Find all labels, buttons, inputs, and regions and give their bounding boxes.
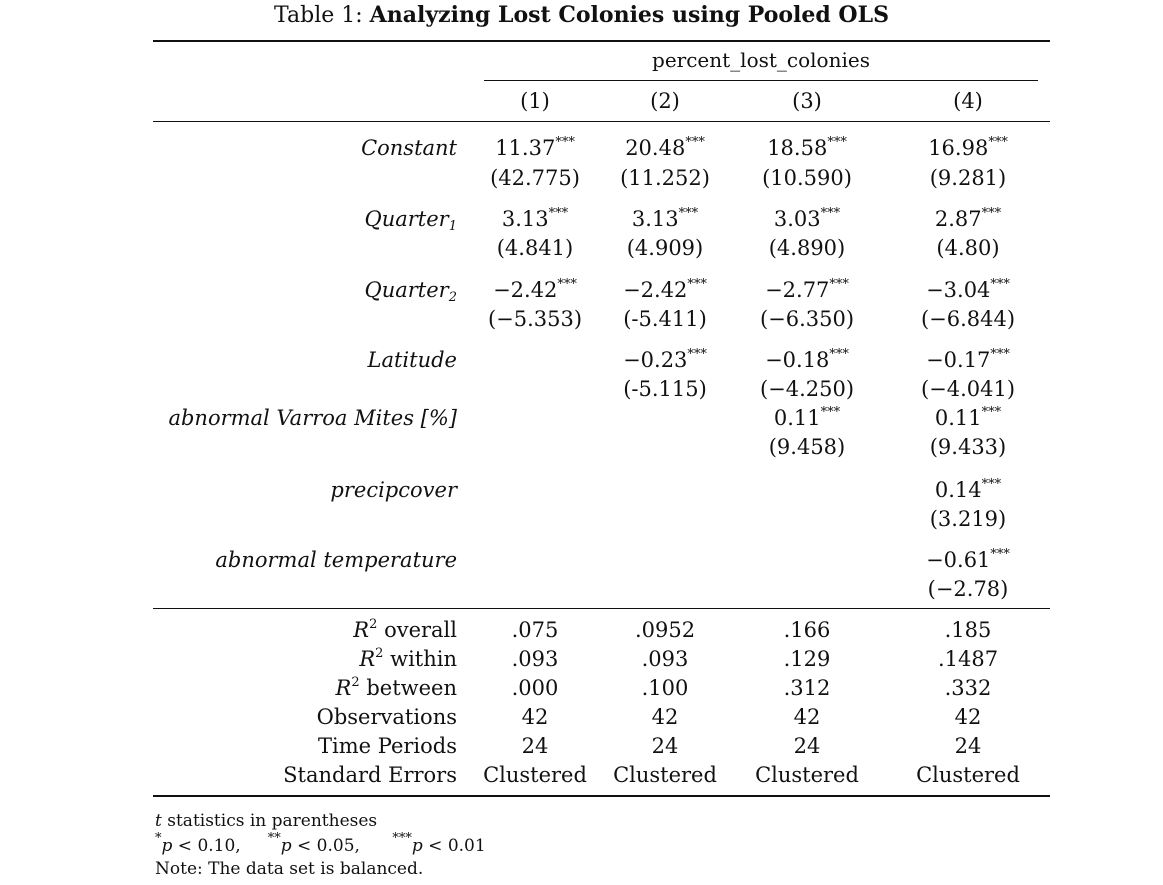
row-label-precipcover: precipcover <box>330 478 457 502</box>
header-rule <box>153 121 1050 122</box>
stat-standard-errors-2: Clustered <box>613 763 717 787</box>
stat-label-time-periods: Time Periods <box>318 734 457 758</box>
stat-r2-within-3: .129 <box>783 647 831 671</box>
stat-r2-overall-1: .075 <box>511 618 559 642</box>
stat-r2-within-1: .093 <box>511 647 559 671</box>
tstat-abnormal-temperature-4: (−2.78) <box>927 577 1009 601</box>
note-balanced: Note: The data set is balanced. <box>155 859 424 879</box>
coef-constant-2: 20.48*** <box>625 135 705 160</box>
stat-observations-3: 42 <box>793 705 821 729</box>
coef-quarter1-1: 3.13*** <box>501 206 569 231</box>
stat-observations-1: 42 <box>521 705 549 729</box>
stat-label-standard-errors: Standard Errors <box>283 763 457 787</box>
column-header-1: (1) <box>520 89 550 113</box>
tstat-latitude-2: (-5.115) <box>623 377 707 401</box>
stat-time-periods-3: 24 <box>793 734 821 758</box>
stat-label-r2-within: $R^2$ within <box>359 646 457 671</box>
stat-r2-between-4: .332 <box>944 676 992 700</box>
column-header-2: (2) <box>650 89 680 113</box>
coef-varroa-4: 0.11*** <box>934 405 1002 430</box>
caption-prefix: Table 1: <box>274 3 363 28</box>
table-caption <box>0 2 1163 28</box>
tstat-quarter1-1: (4.841) <box>496 236 574 260</box>
tstat-constant-4: (9.281) <box>929 166 1007 190</box>
stat-standard-errors-1: Clustered <box>483 763 587 787</box>
coef-quarter2-4: −3.04*** <box>926 277 1010 302</box>
coef-quarter1-2: 3.13*** <box>631 206 699 231</box>
tstat-varroa-4: (9.433) <box>929 435 1007 459</box>
tstat-varroa-3: (9.458) <box>768 435 846 459</box>
stat-r2-overall-3: .166 <box>783 618 831 642</box>
stat-standard-errors-3: Clustered <box>755 763 859 787</box>
coef-abnormal-temperature-4: −0.61*** <box>926 547 1010 572</box>
caption-title: Analyzing Lost Colonies using Pooled OLS <box>369 2 889 28</box>
stats-rule <box>153 608 1050 609</box>
stat-time-periods-4: 24 <box>954 734 982 758</box>
stat-standard-errors-4: Clustered <box>916 763 1020 787</box>
dependent-var-rule <box>484 80 1038 81</box>
bottom-rule <box>153 795 1050 797</box>
tstat-constant-1: (42.775) <box>490 166 580 190</box>
coef-latitude-3: −0.18*** <box>765 347 849 372</box>
note-significance: *p < 0.10, **p < 0.05, ***p < 0.01 <box>155 831 486 856</box>
stat-observations-2: 42 <box>651 705 679 729</box>
tstat-quarter1-4: (4.80) <box>936 236 1000 260</box>
stat-observations-4: 42 <box>954 705 982 729</box>
stat-time-periods-2: 24 <box>651 734 679 758</box>
stat-r2-between-2: .100 <box>641 676 689 700</box>
column-header-4: (4) <box>953 89 983 113</box>
row-label-abnormal-temperature: abnormal temperature <box>215 548 457 572</box>
stat-time-periods-1: 24 <box>521 734 549 758</box>
column-header-3: (3) <box>792 89 822 113</box>
coef-latitude-2: −0.23*** <box>623 347 707 372</box>
tstat-quarter1-3: (4.890) <box>768 236 846 260</box>
stat-label-r2-overall: $R^2$ overall <box>353 617 457 642</box>
tstat-constant-3: (10.590) <box>762 166 852 190</box>
tstat-quarter2-2: (-5.411) <box>623 307 707 331</box>
tstat-quarter1-2: (4.909) <box>626 236 704 260</box>
stat-r2-overall-4: .185 <box>944 618 992 642</box>
coef-constant-4: 16.98*** <box>928 135 1008 160</box>
coef-constant-3: 18.58*** <box>767 135 847 160</box>
tstat-quarter2-3: (−6.350) <box>759 307 855 331</box>
tstat-quarter2-1: (−5.353) <box>487 307 583 331</box>
stat-label-observations: Observations <box>316 705 457 729</box>
stat-r2-within-4: .1487 <box>937 647 999 671</box>
row-label-varroa: abnormal Varroa Mites [%] <box>168 406 457 430</box>
tstat-constant-2: (11.252) <box>620 166 710 190</box>
tstat-latitude-3: (−4.250) <box>759 377 855 401</box>
note-t-statistics: t statistics in parentheses <box>155 811 378 831</box>
stat-r2-between-3: .312 <box>783 676 831 700</box>
coef-constant-1: 11.37*** <box>495 135 575 160</box>
tstat-quarter2-4: (−6.844) <box>920 307 1016 331</box>
row-label-quarter2: Quarter$_2$ <box>364 278 457 305</box>
row-label-latitude: Latitude <box>367 348 457 372</box>
coef-quarter2-1: −2.42*** <box>493 277 577 302</box>
stat-r2-within-2: .093 <box>641 647 689 671</box>
coef-varroa-3: 0.11*** <box>773 405 841 430</box>
coef-quarter1-4: 2.87*** <box>934 206 1002 231</box>
coef-quarter2-2: −2.42*** <box>623 277 707 302</box>
stat-r2-between-1: .000 <box>511 676 559 700</box>
tstat-latitude-4: (−4.041) <box>920 377 1016 401</box>
top-rule <box>153 40 1050 42</box>
coef-precipcover-4: 0.14*** <box>934 477 1002 502</box>
row-label-quarter1: Quarter$_1$ <box>364 207 457 234</box>
coef-quarter2-3: −2.77*** <box>765 277 849 302</box>
stat-r2-overall-2: .0952 <box>634 618 696 642</box>
coef-quarter1-3: 3.03*** <box>773 206 841 231</box>
tstat-precipcover-4: (3.219) <box>929 507 1007 531</box>
coef-latitude-4: −0.17*** <box>926 347 1010 372</box>
stat-label-r2-between: $R^2$ between <box>335 675 457 700</box>
dependent-var-label: percent_lost_colonies <box>652 48 870 72</box>
row-label-constant: Constant <box>361 136 457 160</box>
